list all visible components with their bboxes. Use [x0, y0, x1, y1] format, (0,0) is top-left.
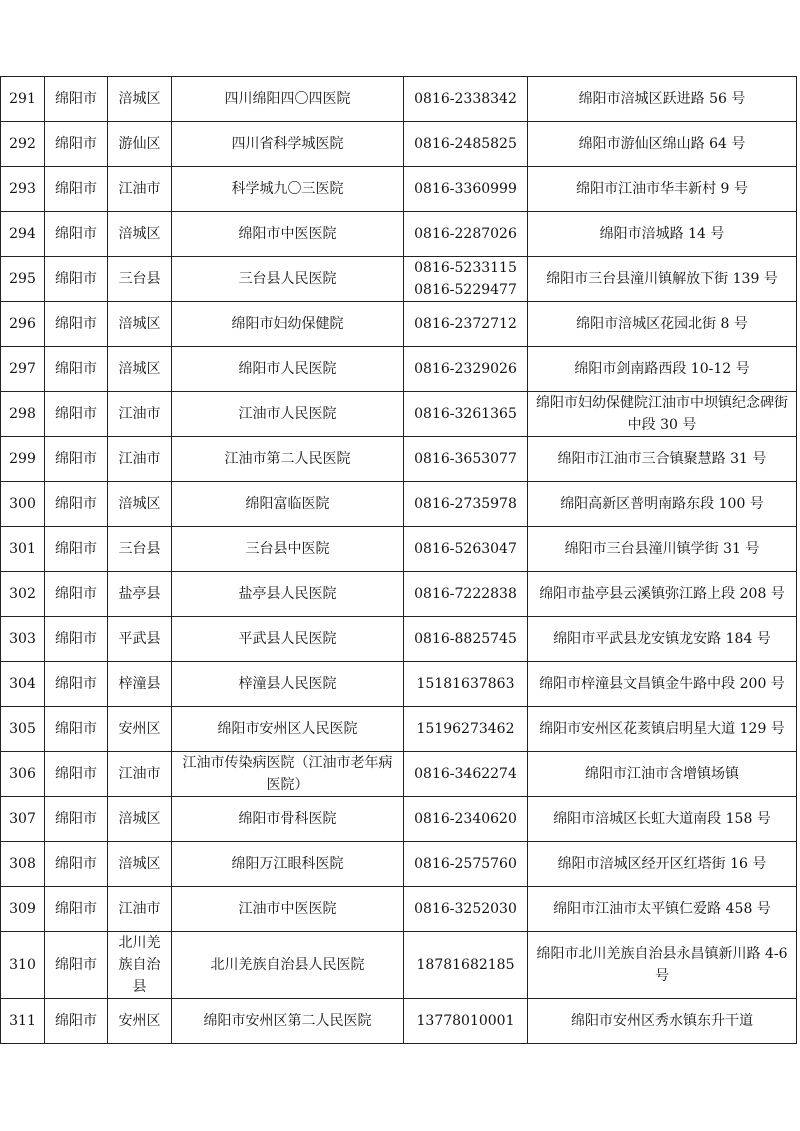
district-cell: 游仙区 [108, 122, 172, 167]
city-cell: 绵阳市 [45, 842, 108, 887]
table-row [1, 482, 797, 527]
hospital-name-cell: 绵阳万江眼科医院 [172, 842, 404, 887]
phone-cell: 0816-2287026 [404, 212, 528, 257]
city-cell: 绵阳市 [45, 932, 108, 999]
phone-cell: 0816-3360999 [404, 167, 528, 212]
table-row [1, 887, 797, 932]
district-cell: 江油市 [108, 887, 172, 932]
phone-cell: 13778010001 [404, 999, 528, 1044]
row-number: 298 [1, 392, 45, 437]
row-number: 307 [1, 797, 45, 842]
hospital-table [0, 76, 797, 1044]
city-cell: 绵阳市 [45, 752, 108, 797]
address-cell: 绵阳市妇幼保健院江油市中坝镇纪念碑街中段 30 号 [528, 392, 797, 437]
row-number: 299 [1, 437, 45, 482]
district-cell: 涪城区 [108, 302, 172, 347]
city-cell: 绵阳市 [45, 662, 108, 707]
phone-cell: 0816-2372712 [404, 302, 528, 347]
hospital-name-cell: 平武县人民医院 [172, 617, 404, 662]
district-cell: 盐亭县 [108, 572, 172, 617]
city-cell: 绵阳市 [45, 999, 108, 1044]
hospital-name-cell: 绵阳市安州区人民医院 [172, 707, 404, 752]
row-number: 310 [1, 932, 45, 999]
hospital-name-cell: 绵阳市人民医院 [172, 347, 404, 392]
district-cell: 平武县 [108, 617, 172, 662]
district-cell: 涪城区 [108, 347, 172, 392]
phone-cell: 0816-8825745 [404, 617, 528, 662]
hospital-name-cell: 四川绵阳四〇四医院 [172, 77, 404, 122]
address-cell: 绵阳市涪城路 14 号 [528, 212, 797, 257]
phone-cell: 0816-2338342 [404, 77, 528, 122]
row-number: 304 [1, 662, 45, 707]
phone-cell: 0816-5233115 0816-5229477 [404, 257, 528, 302]
table-row [1, 797, 797, 842]
hospital-name-cell: 江油市人民医院 [172, 392, 404, 437]
row-number: 295 [1, 257, 45, 302]
city-cell: 绵阳市 [45, 797, 108, 842]
address-cell: 绵阳市江油市华丰新村 9 号 [528, 167, 797, 212]
table-row [1, 437, 797, 482]
district-cell: 涪城区 [108, 77, 172, 122]
hospital-name-cell: 三台县人民医院 [172, 257, 404, 302]
row-number: 297 [1, 347, 45, 392]
row-number: 300 [1, 482, 45, 527]
hospital-name-cell: 四川省科学城医院 [172, 122, 404, 167]
hospital-name-cell: 北川羌族自治县人民医院 [172, 932, 404, 999]
city-cell: 绵阳市 [45, 887, 108, 932]
address-cell: 绵阳市江油市含增镇场镇 [528, 752, 797, 797]
hospital-name-cell: 江油市传染病医院（江油市老年病医院） [172, 752, 404, 797]
table-row [1, 999, 797, 1044]
phone-cell: 0816-3261365 [404, 392, 528, 437]
table-row [1, 752, 797, 797]
address-cell: 绵阳市涪城区花园北街 8 号 [528, 302, 797, 347]
address-cell: 绵阳市游仙区绵山路 64 号 [528, 122, 797, 167]
address-cell: 绵阳市剑南路西段 10-12 号 [528, 347, 797, 392]
table-row [1, 212, 797, 257]
row-number: 311 [1, 999, 45, 1044]
address-cell: 绵阳高新区普明南路东段 100 号 [528, 482, 797, 527]
hospital-name-cell: 梓潼县人民医院 [172, 662, 404, 707]
hospital-name-cell: 绵阳市妇幼保健院 [172, 302, 404, 347]
address-cell: 绵阳市梓潼县文昌镇金牛路中段 200 号 [528, 662, 797, 707]
table-row [1, 527, 797, 572]
row-number: 293 [1, 167, 45, 212]
phone-cell: 0816-2485825 [404, 122, 528, 167]
row-number: 296 [1, 302, 45, 347]
row-number: 305 [1, 707, 45, 752]
phone-cell: 0816-3462274 [404, 752, 528, 797]
address-cell: 绵阳市安州区秀水镇东升干道 [528, 999, 797, 1044]
city-cell: 绵阳市 [45, 437, 108, 482]
address-cell: 绵阳市涪城区经开区红塔街 16 号 [528, 842, 797, 887]
row-number: 309 [1, 887, 45, 932]
phone-cell: 15181637863 [404, 662, 528, 707]
address-cell: 绵阳市盐亭县云溪镇弥江路上段 208 号 [528, 572, 797, 617]
city-cell: 绵阳市 [45, 392, 108, 437]
city-cell: 绵阳市 [45, 257, 108, 302]
phone-cell: 0816-2735978 [404, 482, 528, 527]
city-cell: 绵阳市 [45, 167, 108, 212]
city-cell: 绵阳市 [45, 707, 108, 752]
phone-cell: 15196273462 [404, 707, 528, 752]
address-cell: 绵阳市涪城区跃进路 56 号 [528, 77, 797, 122]
address-cell: 绵阳市安州区花荄镇启明星大道 129 号 [528, 707, 797, 752]
city-cell: 绵阳市 [45, 302, 108, 347]
table-row [1, 932, 797, 999]
address-cell: 绵阳市平武县龙安镇龙安路 184 号 [528, 617, 797, 662]
district-cell: 江油市 [108, 167, 172, 212]
phone-cell: 0816-5263047 [404, 527, 528, 572]
district-cell: 江油市 [108, 437, 172, 482]
table-row [1, 302, 797, 347]
row-number: 308 [1, 842, 45, 887]
table-row [1, 842, 797, 887]
hospital-name-cell: 绵阳市骨科医院 [172, 797, 404, 842]
city-cell: 绵阳市 [45, 572, 108, 617]
phone-cell: 0816-3252030 [404, 887, 528, 932]
district-cell: 北川羌族自治县 [108, 932, 172, 999]
hospital-name-cell: 绵阳市中医医院 [172, 212, 404, 257]
table-row [1, 257, 797, 302]
district-cell: 梓潼县 [108, 662, 172, 707]
phone-cell: 0816-3653077 [404, 437, 528, 482]
table-row [1, 167, 797, 212]
phone-cell: 0816-2575760 [404, 842, 528, 887]
table-row [1, 662, 797, 707]
table-row [1, 347, 797, 392]
row-number: 291 [1, 77, 45, 122]
row-number: 302 [1, 572, 45, 617]
address-cell: 绵阳市北川羌族自治县永昌镇新川路 4-6 号 [528, 932, 797, 999]
hospital-table-body [1, 77, 797, 1044]
table-row [1, 572, 797, 617]
city-cell: 绵阳市 [45, 212, 108, 257]
address-cell: 绵阳市三台县潼川镇解放下街 139 号 [528, 257, 797, 302]
city-cell: 绵阳市 [45, 347, 108, 392]
hospital-name-cell: 江油市第二人民医院 [172, 437, 404, 482]
district-cell: 涪城区 [108, 842, 172, 887]
district-cell: 江油市 [108, 752, 172, 797]
district-cell: 涪城区 [108, 797, 172, 842]
table-row [1, 707, 797, 752]
row-number: 301 [1, 527, 45, 572]
hospital-name-cell: 江油市中医医院 [172, 887, 404, 932]
city-cell: 绵阳市 [45, 77, 108, 122]
hospital-name-cell: 绵阳富临医院 [172, 482, 404, 527]
district-cell: 安州区 [108, 707, 172, 752]
table-row [1, 392, 797, 437]
hospital-name-cell: 绵阳市安州区第二人民医院 [172, 999, 404, 1044]
address-cell: 绵阳市三台县潼川镇学街 31 号 [528, 527, 797, 572]
hospital-name-cell: 盐亭县人民医院 [172, 572, 404, 617]
row-number: 292 [1, 122, 45, 167]
district-cell: 江油市 [108, 392, 172, 437]
address-cell: 绵阳市江油市三合镇聚慧路 31 号 [528, 437, 797, 482]
district-cell: 涪城区 [108, 212, 172, 257]
phone-cell: 0816-2329026 [404, 347, 528, 392]
district-cell: 三台县 [108, 257, 172, 302]
city-cell: 绵阳市 [45, 122, 108, 167]
phone-cell: 18781682185 [404, 932, 528, 999]
phone-cell: 0816-2340620 [404, 797, 528, 842]
city-cell: 绵阳市 [45, 482, 108, 527]
city-cell: 绵阳市 [45, 617, 108, 662]
row-number: 294 [1, 212, 45, 257]
address-cell: 绵阳市江油市太平镇仁爱路 458 号 [528, 887, 797, 932]
hospital-name-cell: 三台县中医院 [172, 527, 404, 572]
row-number: 306 [1, 752, 45, 797]
district-cell: 三台县 [108, 527, 172, 572]
address-cell: 绵阳市涪城区长虹大道南段 158 号 [528, 797, 797, 842]
phone-cell: 0816-7222838 [404, 572, 528, 617]
table-row [1, 617, 797, 662]
city-cell: 绵阳市 [45, 527, 108, 572]
hospital-name-cell: 科学城九〇三医院 [172, 167, 404, 212]
district-cell: 安州区 [108, 999, 172, 1044]
district-cell: 涪城区 [108, 482, 172, 527]
table-row [1, 122, 797, 167]
row-number: 303 [1, 617, 45, 662]
table-row [1, 77, 797, 122]
